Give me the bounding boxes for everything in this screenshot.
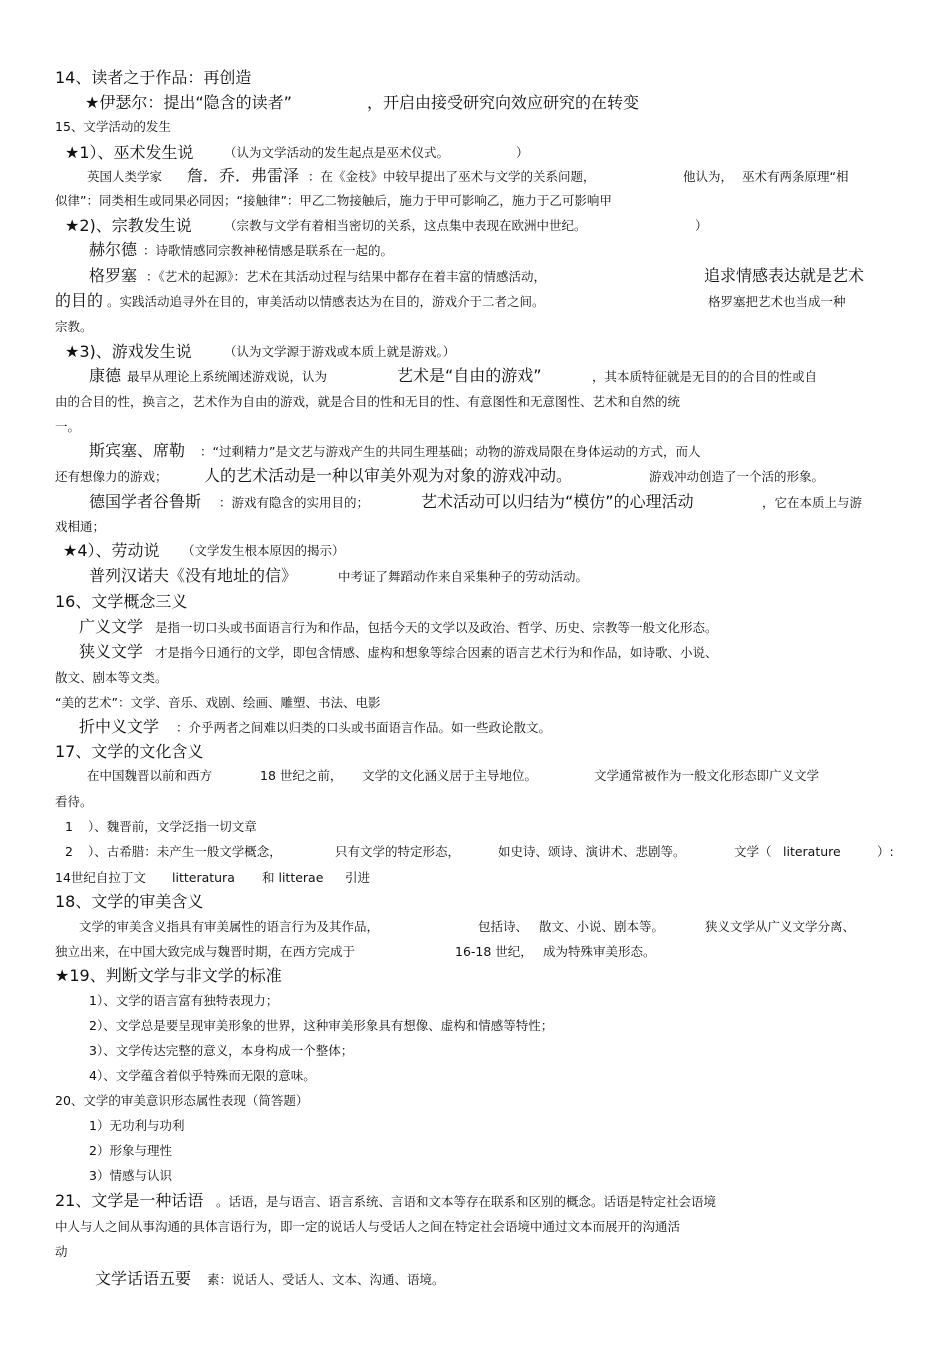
criteria-4: 4）、文学蕴含着似乎特殊而无限的意味。 bbox=[89, 1068, 316, 1083]
latin-line-a: 14世纪自拉丁文 bbox=[55, 870, 146, 885]
culture-item-2-c: 如史诗、颂诗、演讲术、悲剧等。 bbox=[498, 844, 686, 859]
culture-item-1-num: 1 bbox=[65, 819, 73, 834]
latin-line-d: 引进 bbox=[345, 870, 371, 885]
spencer-name: 斯宾塞、席勒 bbox=[89, 441, 186, 460]
eclectic-lit-name: 折中义文学 bbox=[79, 717, 160, 736]
heading-21: 21、文学是一种话语 bbox=[55, 1191, 204, 1210]
plekhanov-name: 普列汉诺夫《没有地址的信》 bbox=[89, 566, 298, 585]
herder-name: 赫尔德 bbox=[89, 240, 138, 259]
groos-emphasis: 艺术活动可以归结为“模仿”的心理活动 bbox=[421, 492, 694, 511]
five-elements-text: 素：说话人、受话人、文本、沟通、语境。 bbox=[207, 1272, 445, 1287]
culture-item-2-e: literature bbox=[783, 844, 841, 859]
heading-17: 17、文学的文化含义 bbox=[55, 742, 204, 761]
criteria-3: 3）、文学传达完整的意义，本身构成一个整体； bbox=[89, 1043, 354, 1058]
culture-item-2-d: 文学（ bbox=[734, 844, 772, 859]
plekhanov-text: 中考证了舞蹈动作来自采集种子的劳动活动。 bbox=[338, 569, 589, 584]
witchcraft-note-end: ） bbox=[516, 145, 529, 160]
culture-item-2-num: 2 bbox=[65, 844, 73, 859]
religion-note: （宗教与文学有着相当密切的关系，这点集中表现在欧洲中世纪。 bbox=[224, 218, 587, 233]
religion-title: ★2)、宗教发生说 bbox=[65, 216, 192, 235]
witchcraft-note: （认为文学活动的发生起点是巫术仪式。 bbox=[224, 145, 450, 160]
labor-title: ★4）、劳动说 bbox=[63, 541, 160, 560]
grosse-emphasis: 追求情感表达就是艺术 bbox=[704, 266, 865, 285]
five-elements-name: 文学话语五要 bbox=[95, 1269, 192, 1288]
narrow-lit-text: 才是指今日通行的文学，即包含情感、虚构和想象等综合因素的语言艺术行为和作品，如诗歌、小说、 bbox=[155, 645, 718, 660]
discourse-line-2: 中人与人之间从事沟通的具体言语行为，即一定的说话人与受话人之间在特定社会语境中通过文本而展开的沟通活 bbox=[55, 1219, 681, 1234]
aesthetic-line-c: 散文、小说、剧本等。 bbox=[539, 919, 665, 934]
labor-note: （文学发生根本原因的揭示） bbox=[182, 543, 345, 558]
grosse-line-3: 宗教。 bbox=[55, 319, 93, 334]
grosse-line-2a: 的目的 bbox=[55, 291, 104, 310]
aesthetic-line-d: 狭义文学从广义文学分离、 bbox=[705, 919, 856, 934]
spencer-text: ：“过剩精力”是文艺与游戏产生的共同生理基础；动物的游戏局限在身体运动的方式，而人 bbox=[200, 444, 701, 459]
ideology-2: 2）形象与理性 bbox=[89, 1143, 172, 1158]
grosse-line-2b: 。实践活动追寻外在目的，审美活动以情感表达为在目的，游戏介于二者之间。 bbox=[107, 294, 545, 309]
spencer-emphasis: 人的艺术活动是一种以审美外观为对象的游戏冲动。 bbox=[204, 466, 573, 485]
latin-line-c: 和 litterae bbox=[262, 870, 324, 885]
frazer-line-a: 英国人类学家 bbox=[87, 169, 163, 184]
heading-18: 18、文学的审美含义 bbox=[55, 892, 204, 911]
kant-emphasis: 艺术是“自由的游戏” bbox=[397, 366, 542, 385]
culture-item-1-text: ）、魏晋前，文学泛指一切文章 bbox=[88, 819, 257, 834]
culture-line-a: 在中国魏晋以前和西方 bbox=[87, 768, 213, 783]
narrow-lit-name: 狭义文学 bbox=[79, 642, 144, 661]
criteria-2: 2）、文学总是要呈现审美形象的世界，这种审美形象具有想像、虚构和情感等特性； bbox=[89, 1018, 554, 1033]
frazer-line-b: 詹．乔．弗雷泽 bbox=[187, 166, 300, 185]
fine-arts-line: “美的艺术”：文学、音乐、戏剧、绘画、雕塑、书法、电影 bbox=[55, 695, 381, 710]
aesthetic-line-2b: 16-18 世纪， bbox=[455, 944, 533, 959]
aesthetic-line-2c: 成为特殊审美形态。 bbox=[543, 944, 656, 959]
kant-line-3: 一。 bbox=[55, 419, 81, 434]
broad-lit-name: 广义文学 bbox=[79, 617, 144, 636]
kant-line-2: 由的合目的性，换言之，艺术作为自由的游戏，就是合目的性和无目的性、有意图性和无意图性、艺术和自然的统 bbox=[55, 394, 681, 409]
culture-item-2-f: ）: bbox=[877, 844, 894, 859]
heading-14: 14、读者之于作品：再创造 bbox=[55, 68, 252, 87]
groos-text-b: ，它在本质上与游 bbox=[762, 495, 863, 510]
groos-text-a: ：游戏有隐含的实用目的； bbox=[219, 495, 370, 510]
grosse-line-2c: 格罗塞把艺术也当成一种 bbox=[708, 294, 846, 309]
frazer-line-2: 似律”：同类相生或同果必同因；“接触律”：甲乙二物接触后，施力于甲可影响乙，施力于乙可影响甲 bbox=[55, 193, 612, 208]
iser-line-b: ，开启由接受研究向效应研究的在转变 bbox=[367, 93, 640, 112]
kant-text-a: 最早从理论上系统阐述游戏说，认为 bbox=[127, 369, 328, 384]
grosse-name: 格罗塞 bbox=[89, 266, 138, 285]
ideology-3: 3）情感与认识 bbox=[89, 1168, 172, 1183]
culture-line-c: 文学的文化涵义居于主导地位。 bbox=[362, 768, 538, 783]
aesthetic-line-a: 文学的审美含义指具有审美属性的语言行为及其作品， bbox=[79, 919, 380, 934]
heading-16: 16、文学概念三义 bbox=[55, 592, 188, 611]
play-title: ★3)、游戏发生说 bbox=[65, 342, 192, 361]
frazer-line-d: 他认为， bbox=[683, 169, 734, 184]
kant-text-b: ，其本质特征就是无目的的合目的性或自 bbox=[592, 369, 818, 384]
culture-item-2-a: ）、古希腊：未产生一般文学概念， bbox=[88, 844, 282, 859]
ideology-1: 1）无功利与功利 bbox=[89, 1118, 185, 1133]
play-note: （认为文学源于游戏或本质上就是游戏。） bbox=[224, 344, 456, 359]
criteria-1: 1）、文学的语言富有独特表现力； bbox=[89, 993, 279, 1008]
kant-name: 康德 bbox=[89, 366, 122, 385]
spencer-line-2a: 还有想像力的游戏； bbox=[55, 469, 168, 484]
culture-line-b: 18 世纪之前， bbox=[260, 768, 343, 783]
aesthetic-line-b: 包括诗、 bbox=[478, 919, 529, 934]
discourse-line-a: 。话语，是与语言、语言系统、言语和文本等存在联系和区别的概念。话语是特定社会语境 bbox=[216, 1194, 717, 1209]
heading-15: 15、文学活动的发生 bbox=[55, 119, 171, 134]
frazer-line-c: ：在《金枝》中较早提出了巫术与文学的关系问题， bbox=[308, 169, 596, 184]
culture-item-2-b: 只有文学的特定形态， bbox=[335, 844, 461, 859]
discourse-line-3: 动 bbox=[55, 1244, 68, 1259]
spencer-line-2c: 游戏冲动创造了一个活的形象。 bbox=[649, 469, 825, 484]
aesthetic-line-2a: 独立出来，在中国大致完成与魏晋时期，在西方完成于 bbox=[55, 944, 356, 959]
grosse-text: ：《艺术的起源》：艺术在其活动过程与结果中都存在着丰富的情感活动， bbox=[146, 269, 547, 284]
culture-line-d: 文学通常被作为一般文化形态即广义文学 bbox=[594, 768, 820, 783]
religion-note-end: ） bbox=[695, 218, 708, 233]
broad-lit-text: 是指一切口头或书面语言行为和作品，包括今天的文学以及政治、哲学、历史、宗教等一般文化形态。 bbox=[155, 620, 718, 635]
frazer-line-e: 巫术有两条原理“相 bbox=[742, 169, 849, 184]
culture-line-2: 看待。 bbox=[55, 794, 93, 809]
herder-text: ：诗歌情感同宗教神秘情感是联系在一起的。 bbox=[143, 243, 394, 258]
groos-name: 德国学者谷鲁斯 bbox=[89, 492, 202, 511]
witchcraft-title: ★1）、巫术发生说 bbox=[65, 143, 194, 162]
latin-line-b: litteratura bbox=[172, 870, 235, 885]
heading-20: 20、文学的审美意识形态属性表现（简答题） bbox=[55, 1093, 309, 1108]
narrow-lit-line-2: 散文、剧本等文类。 bbox=[55, 670, 168, 685]
heading-19: ★19、判断文学与非文学的标准 bbox=[55, 966, 282, 985]
eclectic-lit-text: ：介乎两者之间难以归类的口头或书面语言作品。如一些政论散文。 bbox=[176, 720, 552, 735]
groos-line-2: 戏相通； bbox=[55, 519, 106, 534]
iser-line-a: ★伊瑟尔：提出“隐含的读者” bbox=[85, 93, 292, 112]
